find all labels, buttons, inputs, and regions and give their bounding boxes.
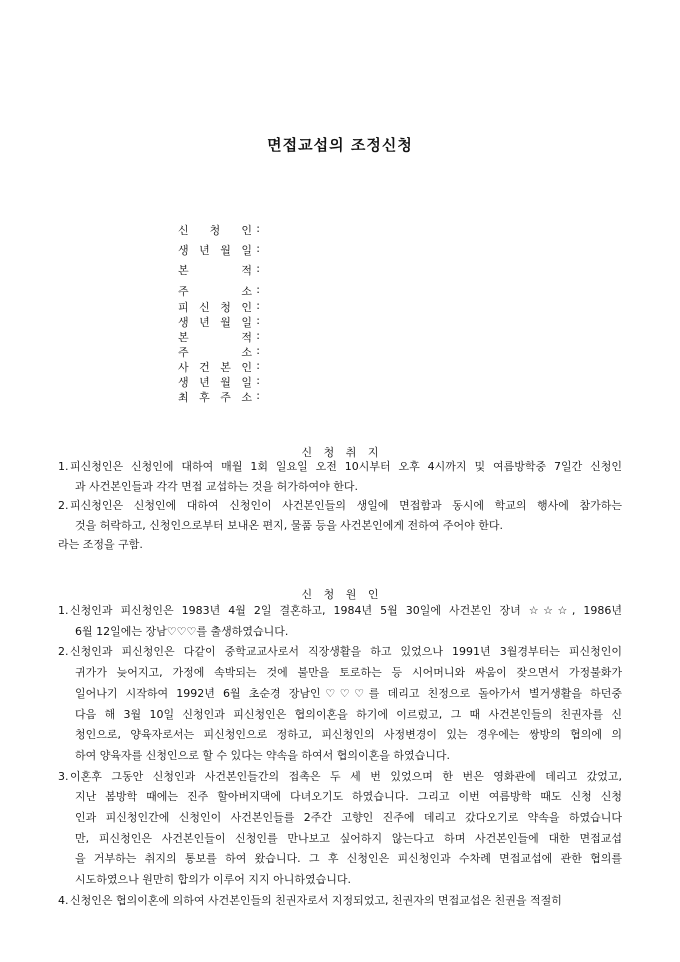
item-line: 과 사건본인들과 각각 면접 교섭하는 것을 허가하여야 한다. [75, 479, 358, 493]
field-label-char: 적 [241, 331, 252, 344]
item-number: 1. [58, 604, 69, 617]
field-label-char: 청 [220, 301, 231, 314]
item-number: 2. [58, 499, 69, 512]
field-label-char: 사 [178, 361, 189, 374]
item-line: 피신청인은 신청인에 대하여 신청인이 사건본인들의 생일에 면접함과 동시에 학교의 행사에 참가하는 [70, 499, 622, 512]
field-label-char: 주 [178, 346, 189, 359]
field-label [178, 283, 252, 299]
field-label-char: 월 [220, 316, 231, 329]
field-label-char: 생 [178, 316, 189, 329]
item-line: 신청인과 피신청인은 다같이 중학교교사로서 직장생활을 하고 있었으나 1991년 3월경부터는 피신청인이 [70, 645, 622, 659]
field-row [178, 242, 260, 258]
cause-heading: 신 청 원 인 [301, 588, 379, 601]
field-label-char: 적 [241, 264, 252, 277]
item-line: 을 거부하는 취지의 통보를 하여 왔습니다. 그 후 신청인은 피신청인과 수차례 면접교섭에 관한 협의를 [75, 852, 622, 866]
field-label-char: 인 [241, 361, 252, 374]
item-line: 청인으로, 양육자로서는 피신청인으로 정하고, 피신청인의 사정변경이 있는 경우에는 쌍방의 협의에 의 [75, 728, 622, 742]
item-line: 신청인과 피신청인은 1983년 4월 2일 결혼하고, 1984년 5월 30일에 사건본인 장녀 ☆☆☆, 1986년 [70, 604, 622, 617]
item-line: 피신청인은 신청인에 대하여 매월 1회 일요일 오전 10시부터 오후 4시까지 및 여름방학중 7일간 신청인 [70, 460, 622, 473]
item-line: 일어나기 시작하여 1992년 6월 초순경 장남인♡♡♡를 데리고 친정으로 돌아가서 별거생활을 하던중 [75, 686, 622, 700]
item-line: 다음 해 3월 10일 신청인과 피신청인은 협의이혼을 하기에 이르렀고, 그 때 사건본인들의 친권자를 신 [75, 707, 622, 721]
field-label [178, 344, 252, 360]
field-row [178, 262, 260, 278]
field-label-char: 본 [220, 361, 231, 374]
field-row [178, 329, 260, 345]
field-label-char: 피 [178, 301, 189, 314]
field-label-char: 일 [241, 316, 252, 329]
item-number: 1. [58, 460, 69, 473]
field-label-char: 생 [178, 376, 189, 389]
field-label [178, 242, 252, 258]
purpose-heading: 신 청 취 지 [301, 446, 379, 459]
field-separator: : [256, 359, 260, 372]
item-number: 4. [58, 893, 69, 907]
field-row [178, 344, 260, 360]
item-line: 이혼후 그동안 신청인과 사건본인들간의 접촉은 두 세 번 있었으며 한 번은 영화관에 데리고 갔었고, [70, 769, 622, 783]
field-label-char: 월 [220, 376, 231, 389]
field-label-char: 본 [178, 264, 189, 277]
field-separator: : [256, 329, 260, 342]
field-separator: : [256, 299, 260, 312]
item-line: 것을 허락하고, 신청인으로부터 보내온 편지, 물품 등을 사건본인에게 전하여 주어야 한다. [75, 518, 503, 532]
field-label-char: 소 [241, 346, 252, 359]
field-label-char: 신 [178, 224, 189, 237]
field-label-char: 년 [199, 376, 210, 389]
field-separator: : [256, 262, 260, 275]
field-label-char: 일 [241, 244, 252, 257]
field-label-char: 본 [178, 331, 189, 344]
field-label [178, 359, 252, 375]
item-line: 지난 봄방학 때에는 진주 할아버지댁에 다녀오기도 하였습니다. 그리고 이번 여름방학 때도 신청 신청 [75, 790, 622, 804]
field-separator: : [256, 374, 260, 387]
field-row [178, 314, 260, 330]
field-label-char: 생 [178, 244, 189, 257]
field-label-char: 월 [220, 244, 231, 257]
field-separator: : [256, 242, 260, 255]
field-row [178, 299, 260, 315]
field-row [178, 359, 260, 375]
item-line: 인과 피신청인간에 신청인이 사건본인들를 2주간 고향인 진주에 데리고 갔다오기로 약속을 하였습니다 [75, 811, 622, 824]
field-row [178, 222, 260, 238]
item-line: 하여 양육자를 신청인으로 할 수 있다는 약속을 하여서 협의이혼을 하였습니다. [75, 748, 450, 762]
field-label [178, 314, 252, 330]
field-label-char: 건 [199, 361, 210, 374]
field-row [178, 374, 260, 390]
field-label-char: 인 [241, 301, 252, 314]
item-number: 3. [58, 769, 69, 783]
field-label [178, 222, 252, 238]
field-label-char: 일 [241, 376, 252, 389]
field-label-char: 주 [178, 285, 189, 298]
field-label-char: 인 [241, 224, 252, 237]
field-row [178, 389, 260, 405]
field-label-char: 년 [199, 244, 210, 257]
item-line: 만, 피신청인은 사건본인들이 신청인를 만나보고 싶어하지 않는다고 하며 사건본인들에 대한 면접교섭 [75, 831, 622, 845]
field-label [178, 389, 252, 405]
field-label [178, 299, 252, 315]
field-separator: : [256, 344, 260, 357]
field-separator: : [256, 314, 260, 327]
field-label-char: 소 [241, 391, 252, 404]
item-line: 신청인은 협의이혼에 의하여 사건본인들의 친권자로서 지정되었고, 친권자의 면접교섭은 친권을 적절히 [70, 893, 562, 907]
field-label [178, 329, 252, 345]
field-label-char: 년 [199, 316, 210, 329]
field-separator: : [256, 389, 260, 402]
field-label-char: 주 [220, 391, 231, 404]
field-label [178, 374, 252, 390]
field-label-char: 소 [241, 285, 252, 298]
field-label-char: 신 [199, 301, 210, 314]
field-row [178, 283, 260, 299]
item-line: 6월 12일에는 장남♡♡♡를 출생하였습니다. [75, 624, 289, 638]
purpose-closing: 라는 조정을 구함. [58, 538, 143, 551]
field-separator: : [256, 283, 260, 296]
field-label [178, 262, 252, 278]
item-line: 귀가가 늦어지고, 가정에 속박되는 것에 불만을 토로하는 등 시어머니와 싸움이 잦으면서 가정불화가 [75, 666, 622, 680]
field-label-char: 후 [199, 391, 210, 404]
item-line: 시도하였으나 원만히 합의가 이루어 지지 아니하였습니다. [75, 873, 352, 887]
document-title: 면접교섭의 조정신청 [267, 136, 413, 154]
field-label-char: 최 [178, 391, 189, 404]
field-label-char: 청 [209, 224, 221, 237]
field-separator: : [256, 222, 260, 235]
item-number: 2. [58, 645, 69, 659]
